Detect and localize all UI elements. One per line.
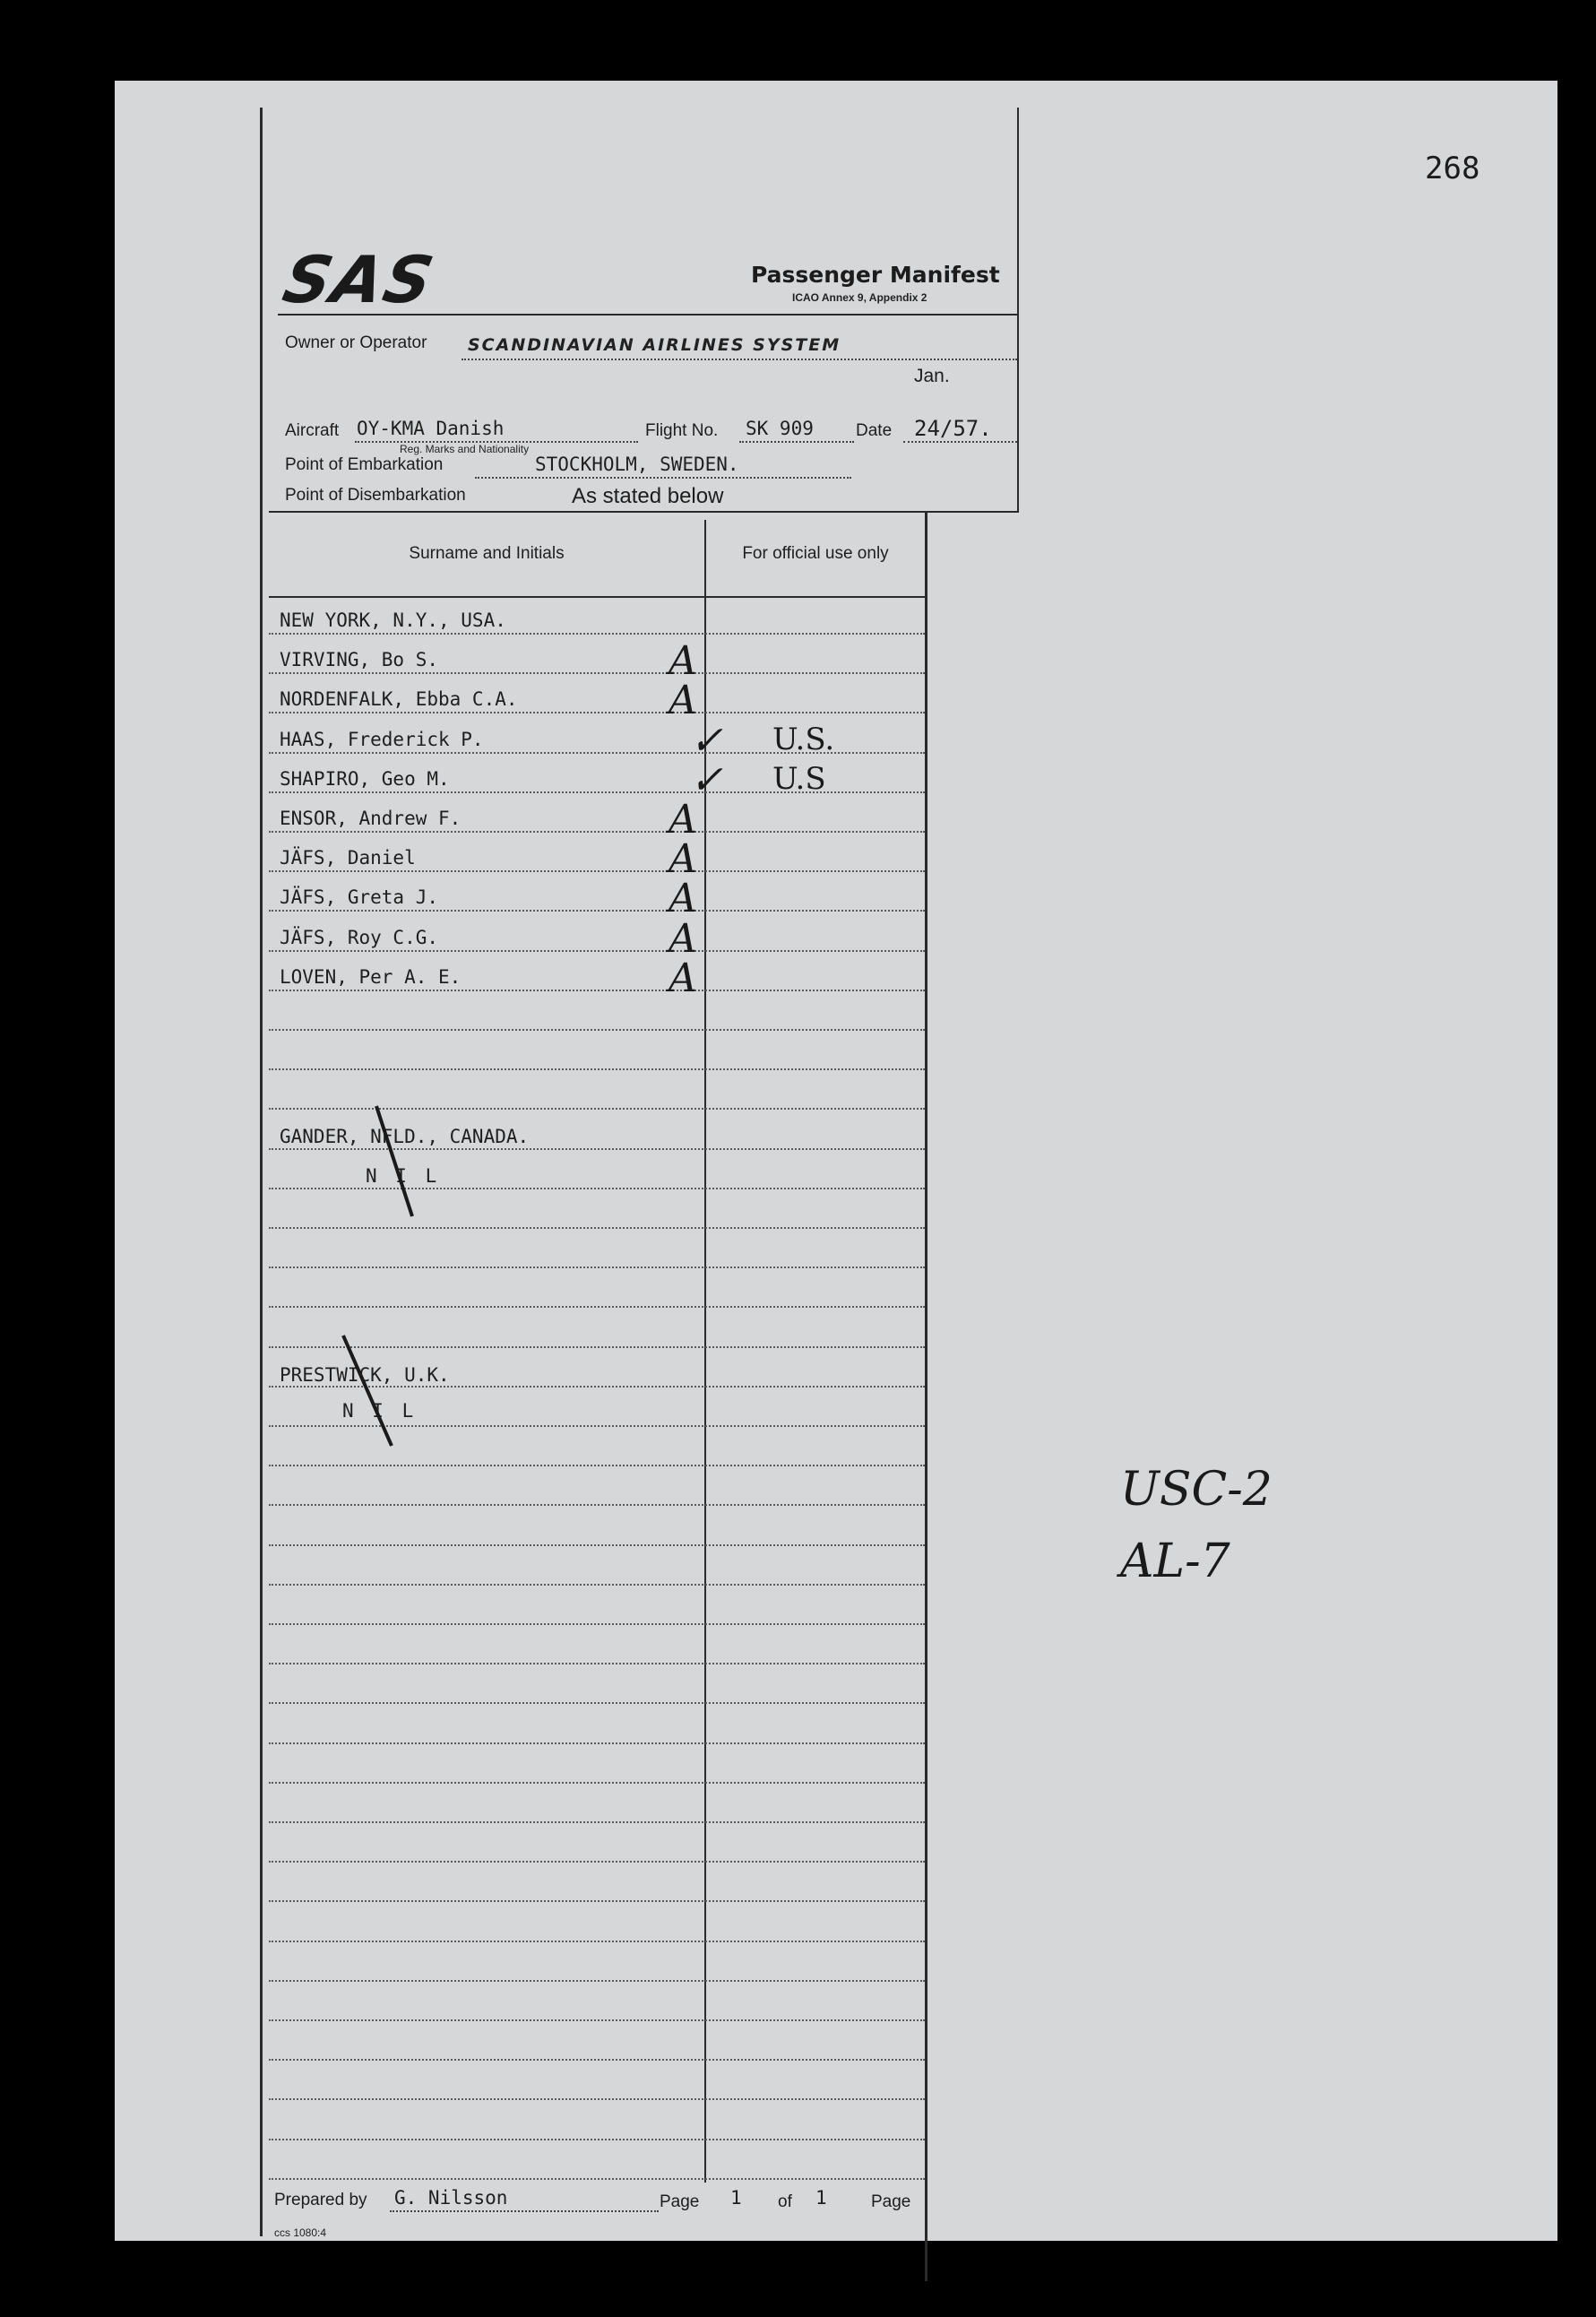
passenger-name: VIRVING, Bo S. [280, 649, 439, 671]
of-label: of [778, 2192, 792, 2211]
reg-note: Reg. Marks and Nationality [400, 443, 530, 455]
status-mark: A [669, 678, 697, 724]
ruled-line [269, 2019, 925, 2021]
prepared-value: G. Nilsson [394, 2187, 508, 2209]
form-title: Passenger Manifest [751, 262, 1000, 288]
date-value: 24/57. [914, 416, 992, 441]
margin-note-line2: AL-7 [1120, 1535, 1230, 1588]
ruled-line [269, 712, 925, 713]
passenger-name: ENSOR, Andrew F. [280, 808, 462, 829]
ruled-line [269, 870, 925, 872]
status-mark: A [669, 955, 697, 1001]
ruled-line [269, 1623, 925, 1625]
ruled-line [269, 1861, 925, 1863]
ruled-line [269, 1465, 925, 1466]
pages-label: Page [871, 2192, 911, 2211]
manifest-sheet [115, 81, 1557, 2241]
sas-logo: SAS [277, 242, 442, 317]
header-bottom-rule [269, 511, 1019, 513]
of-value: 1 [815, 2187, 827, 2209]
gander-strike-mark [358, 1104, 430, 1221]
table-right-border [925, 511, 927, 2281]
form-left-border [260, 108, 263, 2236]
passenger-name: JÄFS, Roy C.G. [280, 926, 439, 948]
disembarkation-label: Point of Disembarkation [285, 486, 466, 505]
aircraft-value: OY-KMA Danish [357, 418, 505, 439]
month-value: Jan. [914, 366, 950, 386]
ruled-line [269, 791, 925, 793]
ruled-line [269, 1821, 925, 1823]
status-mark: A [669, 797, 697, 843]
owner-line [462, 359, 1017, 360]
date-label: Date [856, 421, 893, 440]
ruled-line [269, 1941, 925, 1942]
passenger-name: SHAPIRO, Geo M. [280, 767, 450, 790]
column-header-official: For official use only [742, 544, 889, 563]
form-code: ccs 1080:4 [274, 2226, 327, 2239]
ruled-line [269, 1782, 925, 1784]
official-note: U.S. [772, 721, 835, 757]
owner-label: Owner or Operator [285, 333, 427, 352]
status-mark: A [669, 915, 697, 962]
status-mark: A [669, 638, 697, 685]
column-header-rule [269, 596, 927, 598]
ruled-line [269, 1267, 925, 1268]
passenger-name: JÄFS, Greta J. [280, 886, 439, 909]
passenger-name: HAAS, Frederick P. [280, 728, 484, 750]
page-label: Page [660, 2192, 700, 2211]
passenger-name: NEW YORK, N.Y., USA. [280, 610, 506, 631]
section-prestwick-entry: N I L [342, 1400, 418, 1422]
passenger-name: NORDENFALK, Ebba C.A. [280, 688, 518, 711]
ruled-line [269, 1504, 925, 1506]
ruled-line [269, 633, 925, 635]
ruled-line [269, 1702, 925, 1704]
prepared-label: Prepared by [274, 2191, 367, 2209]
ruled-line [269, 1663, 925, 1664]
ruled-line [269, 1584, 925, 1586]
embarkation-label: Point of Embarkation [285, 455, 444, 474]
ruled-line [269, 2098, 925, 2100]
page-number: 268 [1425, 151, 1480, 186]
status-mark: A [669, 876, 697, 922]
ruled-line [269, 1068, 925, 1070]
section-prestwick-place: PRESTWICK, U.K. [280, 1364, 450, 1386]
ruled-line [269, 1742, 925, 1744]
flight-label: Flight No. [645, 421, 719, 440]
page-value: 1 [730, 2187, 742, 2209]
ruled-line [269, 2059, 925, 2061]
embarkation-line [475, 477, 851, 479]
column-header-names: Surname and Initials [409, 544, 565, 563]
status-mark: A [669, 836, 697, 883]
status-mark: ✓ [690, 717, 723, 764]
header-right-border [1017, 108, 1019, 513]
status-mark: ✓ [690, 756, 723, 803]
embarkation-value: STOCKHOLM, SWEDEN. [535, 454, 739, 475]
form-subtitle: ICAO Annex 9, Appendix 2 [792, 291, 927, 304]
ruled-line [269, 672, 925, 674]
flight-value: SK 909 [746, 418, 814, 439]
prestwick-strike-mark [336, 1334, 408, 1450]
disembarkation-value: As stated below [572, 484, 724, 508]
flight-line [739, 441, 854, 443]
ruled-line [269, 950, 925, 952]
passenger-name: LOVEN, Per A. E. [280, 965, 462, 988]
section-gander-place: GANDER, NFLD., CANADA. [280, 1126, 530, 1147]
ruled-line [269, 1306, 925, 1308]
ruled-line [269, 1544, 925, 1546]
date-line [903, 441, 1017, 443]
ruled-line [269, 831, 925, 833]
ruled-line [269, 2139, 925, 2140]
ruled-line [269, 1227, 925, 1229]
ruled-line [269, 1900, 925, 1902]
margin-note-line1: USC-2 [1120, 1463, 1272, 1517]
official-note: U.S [772, 760, 826, 797]
passenger-name: JÄFS, Daniel [280, 847, 416, 869]
prepared-line [390, 2210, 659, 2212]
ruled-line [269, 990, 925, 991]
ruled-line [269, 2178, 925, 2180]
aircraft-label: Aircraft [285, 421, 340, 440]
ruled-line [269, 1029, 925, 1031]
ruled-line [269, 910, 925, 912]
ruled-line [269, 1980, 925, 1982]
section-gander-entry: N I L [366, 1165, 441, 1187]
owner-value: SCANDINAVIAN AIRLINES SYSTEM [468, 335, 841, 355]
